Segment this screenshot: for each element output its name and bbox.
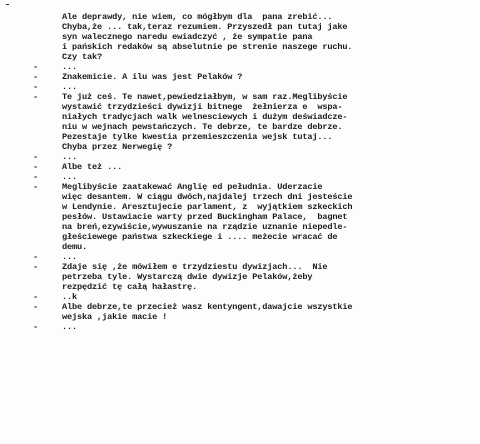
text-line [0, 242, 480, 252]
line-text: ... [62, 252, 78, 262]
line-text: i pańskich redaków są abselutnie pe strenie naszege ruchu. [62, 42, 353, 52]
line-text: Ale deprawdy, nie wiem, co mógłbym dla pana zrebić... [62, 12, 333, 22]
dialogue-dash: - [33, 92, 39, 102]
text-line [0, 22, 480, 32]
text-line [0, 272, 480, 282]
dialogue-dash: - [33, 292, 39, 302]
line-text: Zdaje się ,że mówiłem e trzydziestu dywizjach... Nie [62, 262, 328, 272]
dialogue-text [0, 12, 480, 332]
text-line [0, 62, 480, 72]
text-line [0, 232, 480, 242]
text-line [0, 142, 480, 152]
dialogue-dash: - [33, 262, 39, 272]
text-line [0, 202, 480, 212]
line-text: Pezestaje tylke kwestia przemieszczenia wejsk tutaj... [62, 132, 333, 142]
text-line [0, 302, 480, 312]
text-line [0, 182, 480, 192]
dialogue-dash: - [33, 252, 39, 262]
line-text: demu. [62, 242, 88, 252]
line-text: ... [62, 62, 78, 72]
text-line [0, 72, 480, 82]
dialogue-dash: - [33, 72, 39, 82]
line-text: Znakemicie. A ilu was jest Pelaków ? [62, 72, 243, 82]
text-line [0, 32, 480, 42]
text-line [0, 312, 480, 322]
dialogue-dash: - [33, 152, 39, 162]
line-text: niu w wejnach pewstańczych. Te debrze, te bardze debrze. [62, 122, 343, 132]
dialogue-dash: - [33, 172, 39, 182]
line-text: petrzeba tyle. Wystarczą dwie dywizje Pelaków,żeby [62, 272, 313, 282]
line-text: Te już ceś. Te nawet,pewiedziałbym, w sam raz.Meglibyście [62, 92, 348, 102]
text-line [0, 92, 480, 102]
text-line [0, 192, 480, 202]
text-line [0, 322, 480, 332]
line-text: rezpędzić tę całą hałastrę. [62, 282, 198, 292]
line-text: wejska ,jakie macie ! [62, 312, 168, 322]
text-line [0, 112, 480, 122]
line-text: Albe debrze,te przecież wasz kentyngent,dawajcie wszystkie [62, 302, 353, 312]
text-line [0, 252, 480, 262]
line-text: Albe też ... [62, 162, 123, 172]
line-text: Chyba,że ... tak,teraz rezumiem. Przyszedł pan tutaj jake [62, 22, 348, 32]
line-text: ... [62, 82, 78, 92]
text-line [0, 222, 480, 232]
text-line [0, 292, 480, 302]
margin-mark [6, 4, 9, 5]
text-line [0, 42, 480, 52]
line-text: niałych tradycjach walk welnesciewych i dużym deświadcze- [62, 112, 348, 122]
text-line [0, 172, 480, 182]
text-line [0, 152, 480, 162]
text-line [0, 282, 480, 292]
text-line [0, 212, 480, 222]
line-text: wystawić trzydzieści dywizji bitnege żełnierza e wspa- [62, 102, 343, 112]
line-text: ... [62, 322, 78, 332]
dialogue-dash: - [33, 82, 39, 92]
text-line [0, 132, 480, 142]
line-text: syn walecznego naredu ewiadczyć , że sympatie pana [62, 32, 313, 42]
text-line [0, 102, 480, 112]
line-text: Meglibyście zaatakewać Anglię ed pełudnia. Uderzacie [62, 182, 323, 192]
dialogue-dash: - [33, 302, 39, 312]
line-text: na breń,ezywiście,wywuszanie na rządzie uznanie niepedle- [62, 222, 348, 232]
dialogue-dash: - [33, 62, 39, 72]
dialogue-dash: - [33, 162, 39, 172]
dialogue-dash: - [33, 182, 39, 192]
line-text: w Lendynie. Aresztujecie parlament, z wyjątkiem szkeckich [62, 202, 353, 212]
text-line [0, 52, 480, 62]
line-text: ... [62, 172, 78, 182]
line-text: głeściewege państwa szkeckiege i .... meżecie wracać de [62, 232, 338, 242]
line-text: więc desantem. W ciągu dwóch,najdalej trzech dni jesteście [62, 192, 353, 202]
text-line [0, 122, 480, 132]
text-line [0, 82, 480, 92]
text-line [0, 162, 480, 172]
line-text: ... [62, 152, 78, 162]
line-text: ..k [62, 292, 78, 302]
line-text: Czy tak? [62, 52, 103, 62]
line-text: Chyba przez Nerwegię ? [62, 142, 173, 152]
text-line [0, 12, 480, 22]
line-text: pesłów. Ustawiacie warty przed Buckingham Palace, bagnet [62, 212, 348, 222]
dialogue-dash: - [33, 322, 39, 332]
text-line [0, 262, 480, 272]
